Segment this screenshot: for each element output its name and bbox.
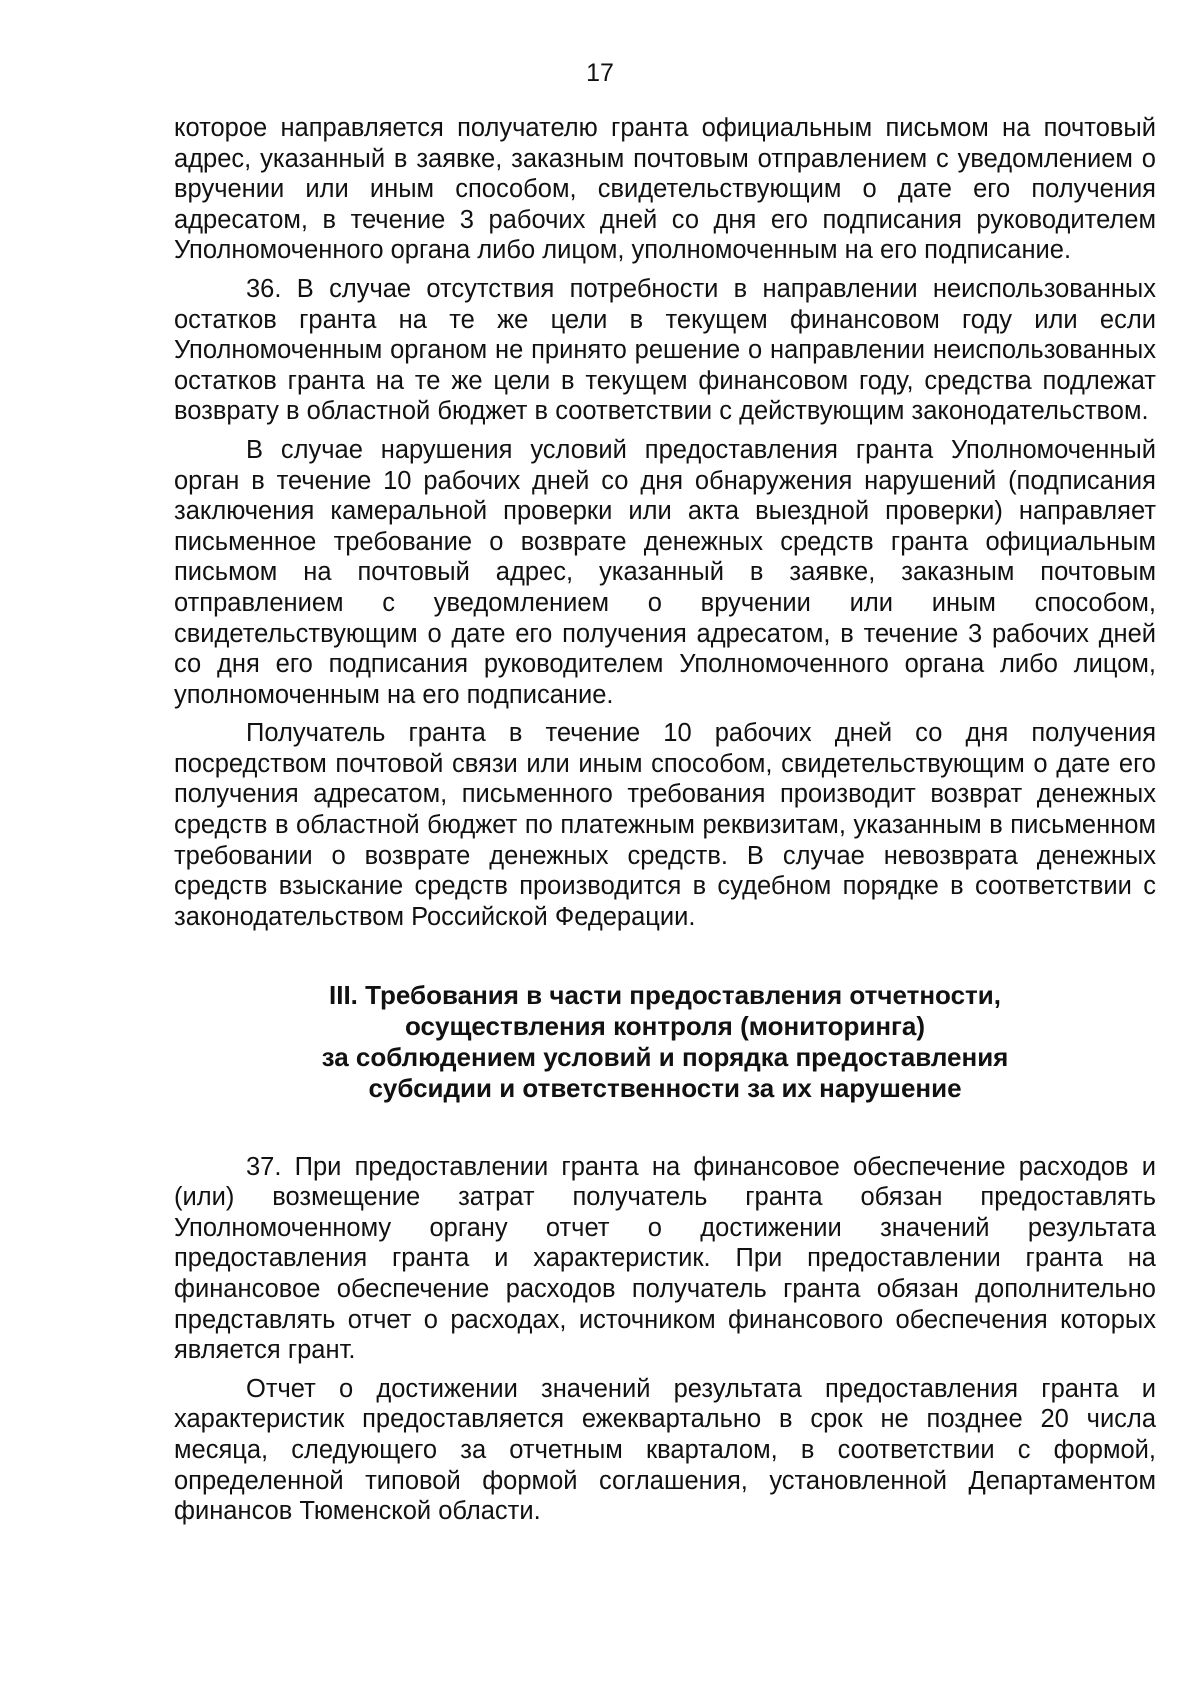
section-heading-line: за соблюдением условий и порядка предоставления [321,1042,1009,1073]
paragraph-violation-notice: В случае нарушения условий предоставления гранта Уполномоченный орган в течение 10 рабочих дней со дня обнаружения нарушений (подписания заключения камеральной проверки или акта выездной проверки) направляет письменное требование о возврате денежных средств гранта официальным письмом на почтовый адрес, указанный в заявке, заказным почтовым отправлением с уведомлением о вручении или иным способом, свидетельствующим о дате его получения адресатом, в течение 3 рабочих дней со дня его подписания руководителем Уполномоченного органа либо лицом, уполномоченным на его подписание. [174,435,1156,709]
section-heading-line: III. Требования в части предоставления отчетности, [329,980,1001,1011]
paragraph-refund-obligation: Получатель гранта в течение 10 рабочих дней со дня получения посредством почтовой связи или иным способом, свидетельствующим о дате его получения адресатом, письменного требования производит возврат денежных средств в областной бюджет по платежным реквизитам, указанным в письменном требовании о возврате денежных средств. В случае невозврата денежных средств взыскание средств производится в судебном порядке в соответствии с законодательством Российской Федерации. [174,719,1156,931]
section-heading-line: субсидии и ответственности за их нарушение [368,1072,962,1103]
page-number: 17 [586,59,614,87]
paragraph-continuation: которое направляется получателю гранта официальным письмом на почтовый адрес, указанный в заявке, заказным почтовым отправлением с уведомлением о вручении или иным способом, свидетельствующим о дате его получения адресатом, в течение 3 рабочих дней со дня его подписания руководителем Уполномоченного органа либо лицом, уполномоченным на его подписание. [174,114,1156,265]
document-body [174,113,1156,1527]
paragraph-36: 36. В случае отсутствия потребности в направлении неиспользованных остатков гранта на те же цели в текущем финансовом году или если Уполномоченным органом не принято решение о направлении неиспользованных остатков гранта на те же цели в текущем финансовом году, средства подлежат возврату в областной бюджет в соответствии с действующим законодательством. [174,274,1156,426]
section-heading [174,980,1156,1103]
paragraph-37: 37. При предоставлении гранта на финансовое обеспечение расходов и (или) возмещение затрат получатель гранта обязан предоставлять Уполномоченному органу отчет о достижении значений результата предоставления гранта и характеристик. При предоставлении гранта на финансовое обеспечение расходов получатель гранта обязан дополнительно представлять отчет о расходах, источником финансового обеспечения которых является грант. [174,1152,1156,1365]
paragraph-report-schedule: Отчет о достижении значений результата предоставления гранта и характеристик предоставляется ежеквартально в срок не позднее 20 числа месяца, следующего за отчетным кварталом, в соответствии с формой, определенной типовой формой соглашения, установленной Департаментом финансов Тюменской области. [174,1374,1156,1526]
section-heading-line: осуществления контроля (мониторинга) [405,1011,925,1042]
